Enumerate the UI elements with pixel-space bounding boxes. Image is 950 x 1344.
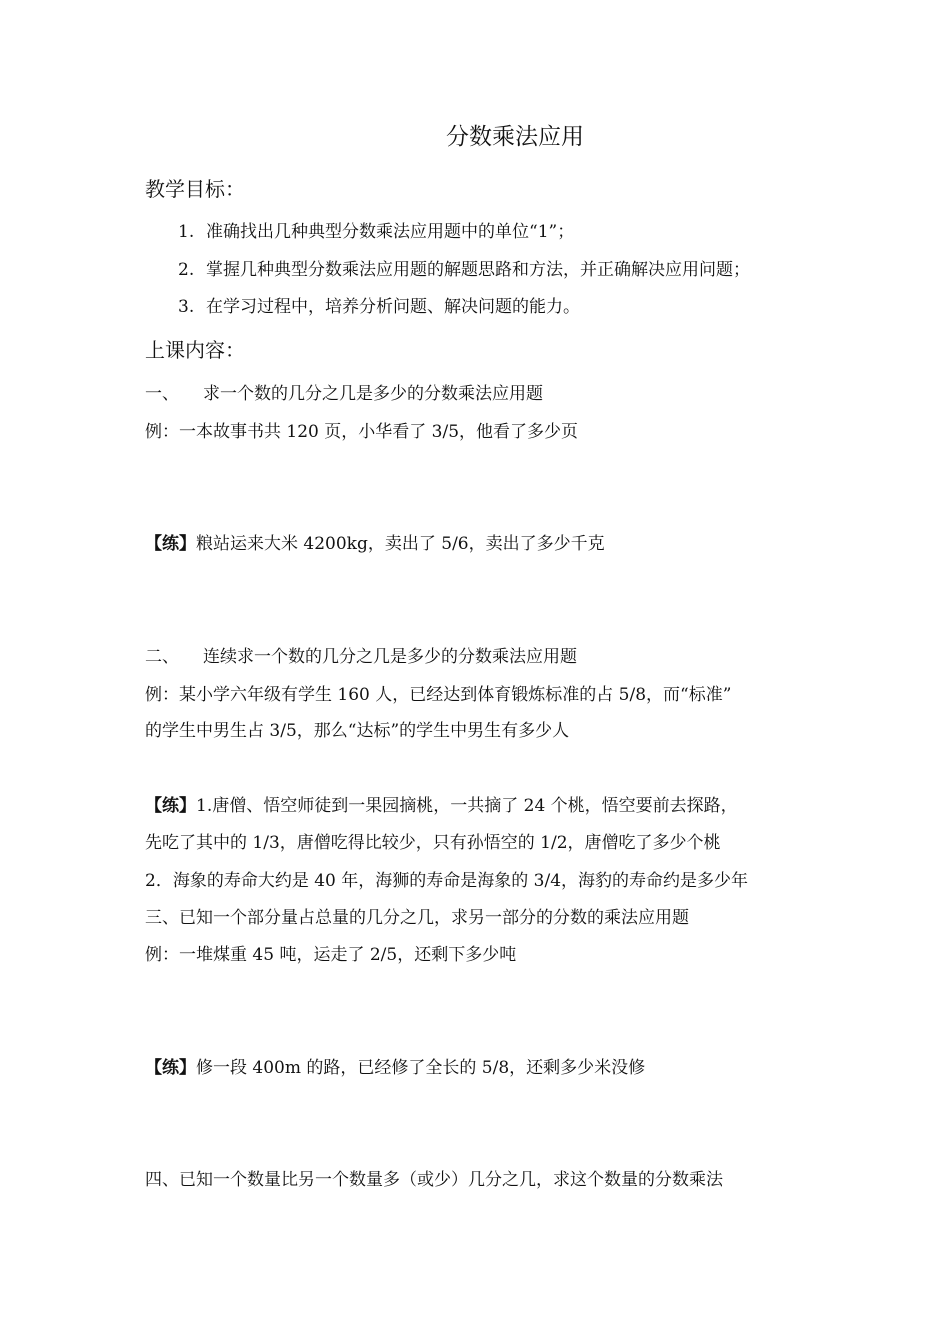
practice-text: 先吃了其中的 1/3，唐僧吃得比较少，只有孙悟空的 1/2，唐僧吃了多少个桃 xyxy=(145,833,721,853)
section-title xyxy=(145,383,543,405)
practice-text: 2．海象的寿命大约是 40 年，海狮的寿命是海象的 3/4，海豹的寿命约是多少年 xyxy=(145,871,749,891)
objective-item xyxy=(178,221,574,243)
practice-text: 修一段 400m 的路，已经修了全长的 5/8，还剩多少米没修 xyxy=(196,1058,646,1078)
content-heading: 上课内容： xyxy=(145,338,245,362)
objective-text: 准确找出几种典型分数乘法应用题中的单位“1”； xyxy=(206,222,575,242)
practice-item xyxy=(145,795,738,817)
section-number: 二、 xyxy=(145,647,179,667)
practice-item xyxy=(145,533,605,555)
practice-text: 1.唐僧、悟空师徒到一果园摘桃，一共摘了 24 个桃，悟空要前去探路， xyxy=(196,796,738,816)
objective-number: 3. xyxy=(178,297,195,317)
example-text: 例：一本故事书共 120 页，小华看了 3/5，他看了多少页 xyxy=(145,422,579,442)
practice-text: 粮站运来大米 4200kg，卖出了 5/6，卖出了多少千克 xyxy=(196,534,605,554)
section-title-text: 连续求一个数的几分之几是多少的分数乘法应用题 xyxy=(203,647,577,667)
section-number: 一、 xyxy=(145,384,179,404)
example-text: 例：一堆煤重 45 吨，运走了 2/5，还剩下多少吨 xyxy=(145,945,517,965)
example-text: 例：某小学六年级有学生 160 人，已经达到体育锻炼标准的占 5/8，而“标准” xyxy=(145,685,732,705)
section-title: 三、已知一个部分量占总量的几分之几，求另一部分的分数的乘法应用题 xyxy=(145,908,689,928)
example-text: 的学生中男生占 3/5，那么“达标”的学生中男生有多少人 xyxy=(145,721,570,741)
objectives-heading: 教学目标： xyxy=(145,177,245,201)
practice-tag: 【练】 xyxy=(145,534,196,554)
objective-item xyxy=(178,296,580,318)
section-title: 四、已知一个数量比另一个数量多（或少）几分之几，求这个数量的分数乘法 xyxy=(145,1170,723,1190)
objective-number: 2. xyxy=(178,260,195,280)
objective-text: 掌握几种典型分数乘法应用题的解题思路和方法，并正确解决应用问题； xyxy=(206,260,750,280)
page-title: 分数乘法应用 xyxy=(446,124,584,150)
objective-number: 1. xyxy=(178,222,195,242)
objective-text: 在学习过程中，培养分析问题、解决问题的能力。 xyxy=(206,297,580,317)
practice-item xyxy=(145,1057,645,1079)
practice-tag: 【练】 xyxy=(145,1058,196,1078)
section-title-text: 求一个数的几分之几是多少的分数乘法应用题 xyxy=(203,384,543,404)
section-title xyxy=(145,646,577,668)
practice-tag: 【练】 xyxy=(145,796,196,816)
objective-item xyxy=(178,259,750,281)
